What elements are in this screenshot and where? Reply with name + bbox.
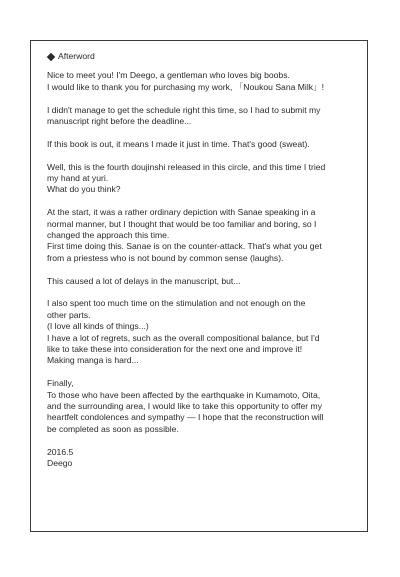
text-line: I didn't manage to get the schedule right this time, so I had to submit my bbox=[47, 104, 321, 115]
text-line: like to take these into consideration for the next one and improve it! bbox=[47, 344, 303, 355]
text-line: I have a lot of regrets, such as the overall compositional balance, but I'd bbox=[47, 332, 320, 343]
text-line: This caused a lot of delays in the manuscript, but... bbox=[47, 275, 241, 286]
paragraph bbox=[47, 139, 359, 150]
signature-block bbox=[47, 447, 359, 470]
heading-text: Afterword bbox=[58, 51, 95, 61]
diamond-bullet-icon bbox=[47, 52, 55, 60]
text-line: be completed as soon as possible. bbox=[47, 423, 179, 434]
paragraph bbox=[47, 298, 359, 366]
text-line: normal manner, but I thought that would be too familiar and boring, so I bbox=[47, 218, 317, 229]
text-line: What do you think? bbox=[47, 184, 121, 195]
text-line: If this book is out, it means I made it just in time. That's good (sweat). bbox=[47, 138, 310, 149]
text-line: Nice to meet you! I'm Deego, a gentleman who loves big boobs. bbox=[47, 70, 290, 81]
text-line: To those who have been affected by the earthquake in Kumamoto, Oita, bbox=[47, 389, 321, 400]
text-line: manuscript right before the deadline... bbox=[47, 116, 192, 127]
text-line: At the start, it was a rather ordinary depiction with Sanae speaking in a bbox=[47, 207, 316, 218]
paragraph bbox=[47, 378, 359, 435]
afterword-heading bbox=[47, 51, 359, 62]
text-line: First time doing this. Sanae is on the counter-attack. That's what you get bbox=[47, 241, 322, 252]
text-line: and the surrounding area, I would like to take this opportunity to offer my bbox=[47, 401, 322, 412]
text-line: Making manga is hard... bbox=[47, 355, 139, 366]
paragraph bbox=[47, 70, 359, 93]
paragraph bbox=[47, 105, 359, 128]
text-line: heartfelt condolences and sympathy ― I hope that the reconstruction will bbox=[47, 412, 324, 423]
text-line: (I love all kinds of things...) bbox=[47, 321, 149, 332]
paragraph bbox=[47, 207, 359, 264]
text-line: other parts. bbox=[47, 309, 91, 320]
author-line: Deego bbox=[47, 458, 73, 469]
text-line: Well, this is the fourth doujinshi released in this circle, and this time I tried bbox=[47, 161, 326, 172]
text-line: Finally, bbox=[47, 378, 74, 389]
paragraph bbox=[47, 276, 359, 287]
afterword-content bbox=[47, 51, 359, 481]
text-line: I would like to thank you for purchasing my work, 「Noukou Sana Milk」! bbox=[47, 81, 325, 92]
text-line: I also spent too much time on the stimulation and not enough on the bbox=[47, 298, 306, 309]
text-line: my hand at yuri. bbox=[47, 173, 109, 184]
text-line: changed the approach this time. bbox=[47, 230, 170, 241]
date-line: 2016.5 bbox=[47, 446, 74, 457]
paragraph bbox=[47, 162, 359, 196]
text-line: from a priestess who is not bound by common sense (laughs). bbox=[47, 252, 284, 263]
afterword-frame bbox=[30, 40, 368, 532]
